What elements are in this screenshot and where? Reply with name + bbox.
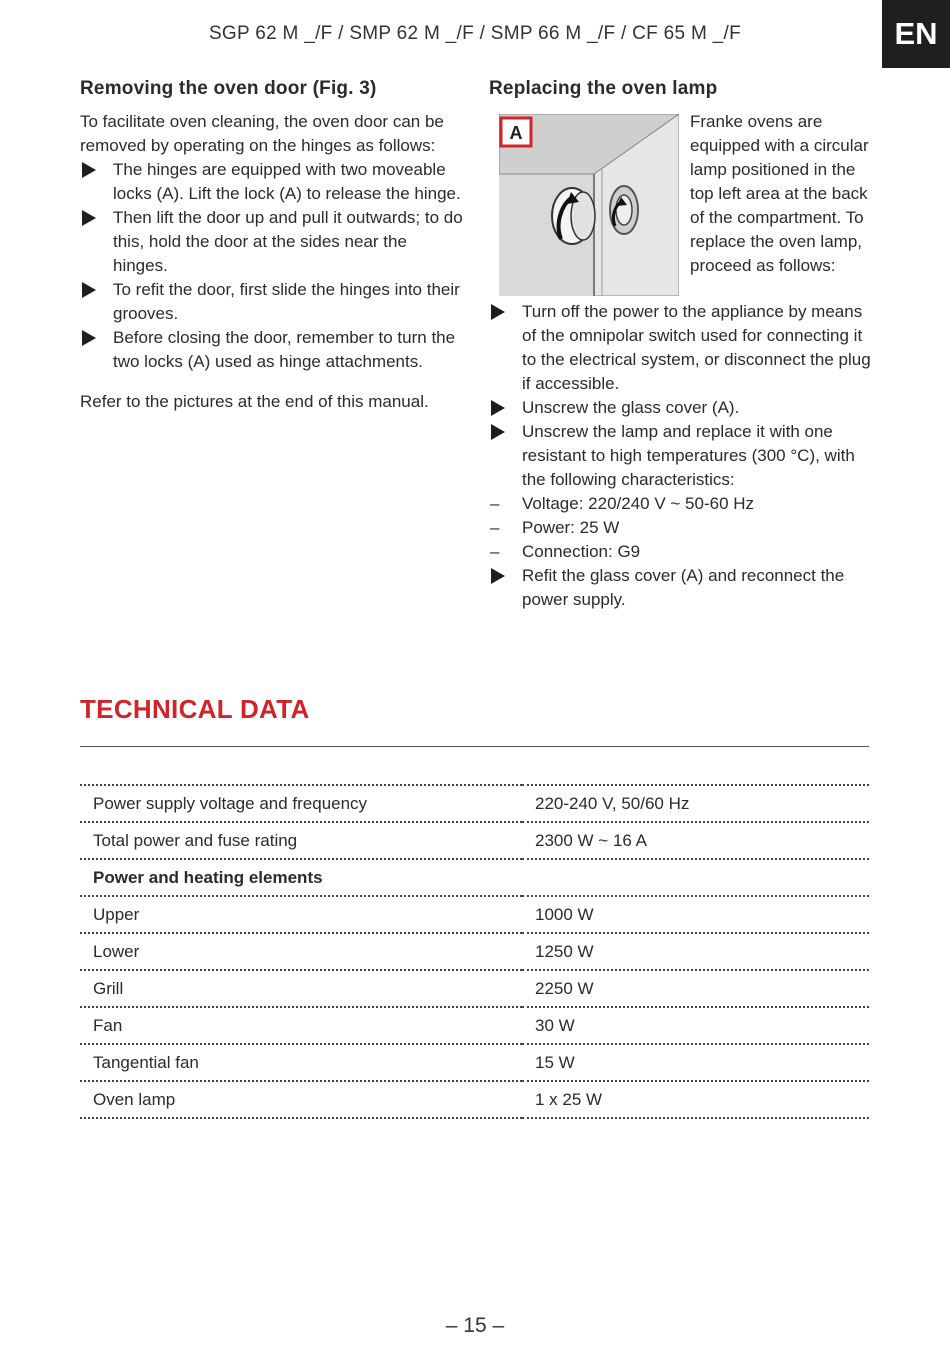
list-item: Unscrew the lamp and replace it with one resistant to high temperatures (300 °C), with the following characteristics: xyxy=(489,420,879,492)
spec-label: Lower xyxy=(80,933,522,970)
spec-label: Total power and fuse rating xyxy=(80,822,522,859)
table-row xyxy=(80,1081,869,1118)
table-row xyxy=(80,1044,869,1081)
list-item: – Power: 25 W xyxy=(489,516,879,540)
table-subheading-row xyxy=(80,859,869,896)
bullet-triangle-icon xyxy=(82,162,96,178)
technical-data-table xyxy=(80,784,869,1119)
spec-value: 1000 W xyxy=(522,896,869,933)
table-row xyxy=(80,822,869,859)
list-item: Before closing the door, remember to turn the two locks (A) used as hinge attachments. xyxy=(80,326,465,374)
spec-value: 30 W xyxy=(522,1007,869,1044)
page-number: – 15 – xyxy=(445,1314,505,1337)
list-item: Refit the glass cover (A) and reconnect the power supply. xyxy=(489,564,879,612)
spec-label: Oven lamp xyxy=(80,1081,522,1118)
lamp-replacement-heading: Replacing the oven lamp xyxy=(489,78,718,99)
lamp-replacement-steps xyxy=(489,300,879,612)
list-item: Unscrew the glass cover (A). xyxy=(489,396,879,420)
spec-label: Upper xyxy=(80,896,522,933)
bullet-dash-icon: – xyxy=(490,518,500,537)
bullet-triangle-icon xyxy=(82,282,96,298)
spec-value: 2250 W xyxy=(522,970,869,1007)
bullet-dash-icon: – xyxy=(490,494,500,513)
spec-label: Fan xyxy=(80,1007,522,1044)
technical-data-heading: TECHNICAL DATA xyxy=(80,694,310,724)
table-row xyxy=(80,896,869,933)
bullet-triangle-icon xyxy=(82,210,96,226)
lamp-replacement-section xyxy=(489,78,879,612)
bullet-triangle-icon xyxy=(491,424,505,440)
spec-label: Grill xyxy=(80,970,522,1007)
spec-label: Power supply voltage and frequency xyxy=(80,785,522,822)
list-item: Then lift the door up and pull it outwards; to do this, hold the door at the sides near the hinges. xyxy=(80,206,465,278)
bullet-triangle-icon xyxy=(82,330,96,346)
table-row xyxy=(80,933,869,970)
bullet-triangle-icon xyxy=(491,304,505,320)
spec-value: 15 W xyxy=(522,1044,869,1081)
table-row xyxy=(80,970,869,1007)
spec-value: 220-240 V, 50/60 Hz xyxy=(522,785,869,822)
spec-group-label: Power and heating elements xyxy=(80,859,522,896)
spec-value: 1 x 25 W xyxy=(522,1081,869,1118)
door-removal-intro: To facilitate oven cleaning, the oven door can be removed by operating on the hinges as follows: xyxy=(80,112,444,155)
spec-value xyxy=(522,859,869,896)
list-item: – Voltage: 220/240 V ~ 50-60 Hz xyxy=(489,492,879,516)
bullet-triangle-icon xyxy=(491,568,505,584)
bullet-dash-icon: – xyxy=(490,542,500,561)
figure-label-a: A xyxy=(509,123,523,143)
oven-lamp-illustration xyxy=(499,114,679,296)
door-removal-steps xyxy=(80,158,465,374)
spec-value: 2300 W ~ 16 A xyxy=(522,822,869,859)
manual-reference-note: Refer to the pictures at the end of this manual. xyxy=(80,392,429,411)
list-item: To refit the door, first slide the hinges into their grooves. xyxy=(80,278,465,326)
table-row xyxy=(80,785,869,822)
door-removal-section xyxy=(80,78,465,414)
language-badge: EN xyxy=(882,0,950,68)
spec-value: 1250 W xyxy=(522,933,869,970)
table-row xyxy=(80,1007,869,1044)
list-item: Turn off the power to the appliance by means of the omnipolar switch used for connecting it to the electrical system, or disconnect the plug if accessible. xyxy=(489,300,879,396)
list-item: The hinges are equipped with two moveable locks (A). Lift the lock (A) to release the hinge. xyxy=(80,158,465,206)
lamp-replacement-intro: Franke ovens are equipped with a circular lamp positioned in the top left area at the back of the compartment. To replace the oven lamp, proceed as follows: xyxy=(690,112,869,275)
list-item: – Connection: G9 xyxy=(489,540,879,564)
bullet-triangle-icon xyxy=(491,400,505,416)
section-divider xyxy=(80,746,869,747)
spec-label: Tangential fan xyxy=(80,1044,522,1081)
door-removal-heading: Removing the oven door (Fig. 3) xyxy=(80,78,377,99)
document-header-title: SGP 62 M _/F / SMP 62 M _/F / SMP 66 M _/F / CF 65 M _/F xyxy=(208,23,742,44)
